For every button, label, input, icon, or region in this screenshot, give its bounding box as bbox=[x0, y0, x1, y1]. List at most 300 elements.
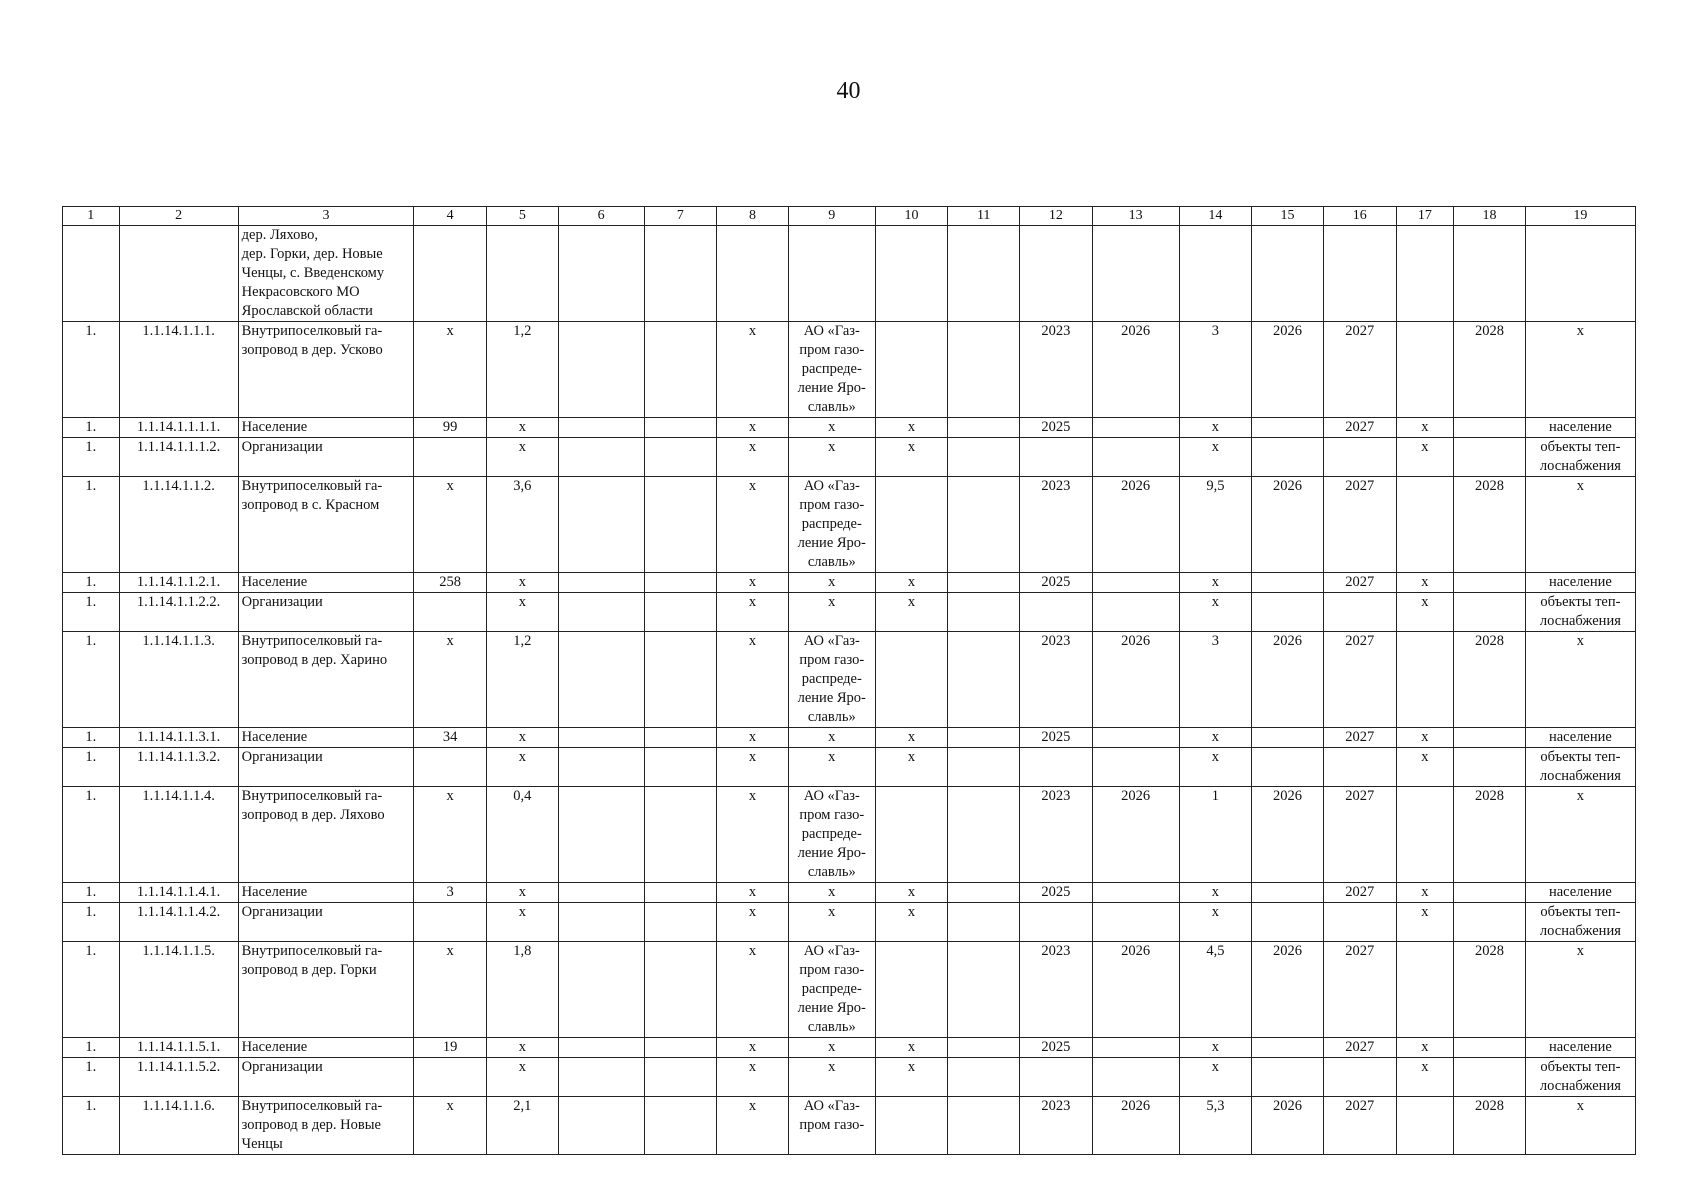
table-cell: х bbox=[487, 593, 559, 632]
table-cell bbox=[1252, 1058, 1324, 1097]
table-cell: Организации bbox=[238, 1058, 414, 1097]
table-cell: х bbox=[1525, 477, 1635, 573]
column-number-cell: 9 bbox=[788, 207, 875, 226]
column-number-cell: 1 bbox=[63, 207, 120, 226]
table-cell: х bbox=[1525, 632, 1635, 728]
table-cell: х bbox=[875, 728, 948, 748]
column-number-cell: 19 bbox=[1525, 207, 1635, 226]
table-cell bbox=[644, 226, 717, 322]
column-number-cell: 3 bbox=[238, 207, 414, 226]
table-cell bbox=[558, 1097, 644, 1155]
table-cell: х bbox=[717, 632, 789, 728]
table-cell: 5,3 bbox=[1179, 1097, 1252, 1155]
table-cell: х bbox=[788, 748, 875, 787]
table-cell: х bbox=[1179, 883, 1252, 903]
table-cell: х bbox=[414, 1097, 487, 1155]
column-number-cell: 15 bbox=[1252, 207, 1324, 226]
table-cell: х bbox=[1396, 593, 1454, 632]
table-cell bbox=[644, 728, 717, 748]
table-cell: Внутрипоселковый га- зопровод в дер. Усково bbox=[238, 322, 414, 418]
table-cell bbox=[1020, 748, 1093, 787]
table-cell: АО «Газ- пром газо- распреде- ление Яро- славль» bbox=[788, 322, 875, 418]
table-cell bbox=[644, 748, 717, 787]
table-cell: х bbox=[1179, 903, 1252, 942]
table-cell: х bbox=[414, 942, 487, 1038]
table-cell: 2028 bbox=[1454, 322, 1526, 418]
table-cell: 2028 bbox=[1454, 1097, 1526, 1155]
table-row bbox=[63, 1058, 1636, 1097]
table-cell: 2026 bbox=[1092, 632, 1179, 728]
table-cell: Внутрипоселковый га- зопровод в дер. Горки bbox=[238, 942, 414, 1038]
table-cell: 1,2 bbox=[487, 322, 559, 418]
table-cell: х bbox=[875, 748, 948, 787]
table-cell: 1. bbox=[63, 632, 120, 728]
table-cell bbox=[788, 226, 875, 322]
table-cell: х bbox=[1179, 593, 1252, 632]
table-cell bbox=[948, 1058, 1020, 1097]
table-cell: 34 bbox=[414, 728, 487, 748]
table-cell: 1.1.14.1.1.1. bbox=[119, 322, 238, 418]
table-cell: АО «Газ- пром газо- распреде- ление Яро- славль» bbox=[788, 632, 875, 728]
table-cell bbox=[644, 942, 717, 1038]
table-cell: население bbox=[1525, 418, 1635, 438]
table-cell: х bbox=[1396, 728, 1454, 748]
table-cell: 2026 bbox=[1092, 942, 1179, 1038]
table-cell: 1. bbox=[63, 593, 120, 632]
table-row bbox=[63, 748, 1636, 787]
table-cell: 2027 bbox=[1323, 573, 1396, 593]
table-cell: 1.1.14.1.1.1.1. bbox=[119, 418, 238, 438]
table-cell: х bbox=[717, 477, 789, 573]
table-cell: 1. bbox=[63, 748, 120, 787]
table-cell: 2027 bbox=[1323, 787, 1396, 883]
table-cell bbox=[1092, 593, 1179, 632]
table-cell: х bbox=[788, 573, 875, 593]
table-cell: х bbox=[487, 728, 559, 748]
table-cell: 2023 bbox=[1020, 322, 1093, 418]
table-cell: 2026 bbox=[1252, 1097, 1324, 1155]
table-cell: х bbox=[1396, 1038, 1454, 1058]
table-cell bbox=[1092, 418, 1179, 438]
table-cell bbox=[1396, 1097, 1454, 1155]
table-cell bbox=[875, 477, 948, 573]
table-row bbox=[63, 322, 1636, 418]
table-cell: 2025 bbox=[1020, 1038, 1093, 1058]
data-table bbox=[62, 206, 1636, 1155]
table-cell bbox=[948, 418, 1020, 438]
table-cell: 2026 bbox=[1252, 322, 1324, 418]
table-cell: 2027 bbox=[1323, 883, 1396, 903]
table-row bbox=[63, 728, 1636, 748]
table-cell: 2023 bbox=[1020, 1097, 1093, 1155]
table-cell bbox=[1252, 1038, 1324, 1058]
table-cell: х bbox=[1525, 322, 1635, 418]
table-cell: Организации bbox=[238, 903, 414, 942]
table-cell: х bbox=[414, 477, 487, 573]
table-cell: Население bbox=[238, 418, 414, 438]
table-cell: х bbox=[1525, 787, 1635, 883]
table-cell: 2027 bbox=[1323, 1097, 1396, 1155]
table-cell: х bbox=[414, 322, 487, 418]
table-cell bbox=[948, 883, 1020, 903]
table-cell: объекты теп- лоснабжения bbox=[1525, 748, 1635, 787]
table-row bbox=[63, 418, 1636, 438]
table-cell: х bbox=[717, 942, 789, 1038]
table-cell bbox=[558, 226, 644, 322]
table-cell: Население bbox=[238, 573, 414, 593]
table-cell bbox=[644, 1058, 717, 1097]
table-cell bbox=[644, 883, 717, 903]
table-cell bbox=[1454, 748, 1526, 787]
column-number-cell: 17 bbox=[1396, 207, 1454, 226]
column-number-cell: 2 bbox=[119, 207, 238, 226]
table-row bbox=[63, 632, 1636, 728]
table-cell: 2026 bbox=[1092, 787, 1179, 883]
table-cell bbox=[1454, 1058, 1526, 1097]
table-cell: х bbox=[487, 1038, 559, 1058]
table-cell bbox=[1396, 322, 1454, 418]
table-cell: 1. bbox=[63, 573, 120, 593]
table-cell: х bbox=[414, 787, 487, 883]
table-cell: АО «Газ- пром газо- распреде- ление Яро- славль» bbox=[788, 477, 875, 573]
table-cell: х bbox=[1396, 748, 1454, 787]
table-cell: объекты теп- лоснабжения bbox=[1525, 1058, 1635, 1097]
table-row bbox=[63, 438, 1636, 477]
table-cell: 1. bbox=[63, 1038, 120, 1058]
table-cell bbox=[63, 226, 120, 322]
table-cell bbox=[1396, 477, 1454, 573]
table-cell bbox=[948, 438, 1020, 477]
table-cell: АО «Газ- пром газо- распреде- ление Яро- славль» bbox=[788, 787, 875, 883]
table-cell bbox=[875, 787, 948, 883]
table-cell: Население bbox=[238, 883, 414, 903]
column-number-cell: 11 bbox=[948, 207, 1020, 226]
table-cell: х bbox=[1179, 573, 1252, 593]
table-cell: 1,2 bbox=[487, 632, 559, 728]
table-cell bbox=[1323, 593, 1396, 632]
table-cell: 2027 bbox=[1323, 322, 1396, 418]
table-cell: 2027 bbox=[1323, 632, 1396, 728]
table-row bbox=[63, 593, 1636, 632]
table-cell: 1,8 bbox=[487, 942, 559, 1038]
column-number-cell: 6 bbox=[558, 207, 644, 226]
column-number-cell: 8 bbox=[717, 207, 789, 226]
table-cell bbox=[644, 418, 717, 438]
table-row bbox=[63, 1038, 1636, 1058]
table-cell: объекты теп- лоснабжения bbox=[1525, 438, 1635, 477]
table-cell: х bbox=[875, 883, 948, 903]
table-cell: х bbox=[717, 593, 789, 632]
table-cell: Внутрипоселковый га- зопровод в с. Красном bbox=[238, 477, 414, 573]
table-cell: АО «Газ- пром газо- распреде- ление Яро- славль» bbox=[788, 942, 875, 1038]
table-cell bbox=[1252, 418, 1324, 438]
table-cell bbox=[119, 226, 238, 322]
column-number-cell: 18 bbox=[1454, 207, 1526, 226]
table-cell: 2023 bbox=[1020, 477, 1093, 573]
table-cell: х bbox=[875, 438, 948, 477]
table-cell bbox=[558, 787, 644, 883]
table-cell bbox=[644, 477, 717, 573]
table-cell: х bbox=[487, 883, 559, 903]
table-cell bbox=[948, 1097, 1020, 1155]
table-cell: х bbox=[788, 883, 875, 903]
table-cell: 1.1.14.1.1.3. bbox=[119, 632, 238, 728]
table-cell bbox=[414, 903, 487, 942]
table-cell: 2027 bbox=[1323, 942, 1396, 1038]
table-cell: х bbox=[717, 1058, 789, 1097]
table-cell bbox=[1454, 418, 1526, 438]
table-cell bbox=[558, 573, 644, 593]
table-cell: х bbox=[1525, 942, 1635, 1038]
table-cell: 1. bbox=[63, 1058, 120, 1097]
table-cell bbox=[1020, 903, 1093, 942]
table-cell bbox=[1092, 883, 1179, 903]
table-cell: 2026 bbox=[1092, 1097, 1179, 1155]
table-cell bbox=[1454, 593, 1526, 632]
table-cell: 3 bbox=[1179, 632, 1252, 728]
table-cell bbox=[1092, 903, 1179, 942]
table-cell: 2026 bbox=[1092, 322, 1179, 418]
table-cell bbox=[1454, 728, 1526, 748]
table-cell: население bbox=[1525, 573, 1635, 593]
table-cell: 1. bbox=[63, 438, 120, 477]
table-cell: 1.1.14.1.1.2.2. bbox=[119, 593, 238, 632]
table-cell: х bbox=[717, 903, 789, 942]
table-cell bbox=[1179, 226, 1252, 322]
table-cell bbox=[1323, 903, 1396, 942]
table-cell: население bbox=[1525, 883, 1635, 903]
table-cell: 4,5 bbox=[1179, 942, 1252, 1038]
table-cell: население bbox=[1525, 1038, 1635, 1058]
table-cell bbox=[487, 226, 559, 322]
table-cell bbox=[1092, 728, 1179, 748]
table-cell: объекты теп- лоснабжения bbox=[1525, 903, 1635, 942]
table-cell bbox=[644, 787, 717, 883]
table-cell: 1.1.14.1.1.5.2. bbox=[119, 1058, 238, 1097]
table-cell: х bbox=[788, 593, 875, 632]
table-cell bbox=[948, 903, 1020, 942]
table-cell: х bbox=[414, 632, 487, 728]
table-cell: х bbox=[875, 593, 948, 632]
table-cell: х bbox=[1396, 418, 1454, 438]
table-cell: х bbox=[717, 438, 789, 477]
table-cell bbox=[644, 322, 717, 418]
table-cell: 1.1.14.1.1.5.1. bbox=[119, 1038, 238, 1058]
table-cell: 99 bbox=[414, 418, 487, 438]
table-cell bbox=[1454, 226, 1526, 322]
table-cell: 1 bbox=[1179, 787, 1252, 883]
column-number-cell: 12 bbox=[1020, 207, 1093, 226]
table-cell: х bbox=[1179, 748, 1252, 787]
table-cell bbox=[1092, 1038, 1179, 1058]
table-cell bbox=[1323, 438, 1396, 477]
table-cell bbox=[948, 226, 1020, 322]
table-cell: Организации bbox=[238, 593, 414, 632]
table-cell: х bbox=[717, 322, 789, 418]
table-cell bbox=[1252, 748, 1324, 787]
table-cell bbox=[558, 1038, 644, 1058]
table-cell: х bbox=[875, 903, 948, 942]
table-cell bbox=[948, 728, 1020, 748]
table-cell bbox=[1092, 573, 1179, 593]
table-cell bbox=[1396, 226, 1454, 322]
table-cell bbox=[1020, 593, 1093, 632]
table-cell: 2026 bbox=[1252, 942, 1324, 1038]
table-cell bbox=[717, 226, 789, 322]
table-cell bbox=[644, 903, 717, 942]
table-cell bbox=[948, 573, 1020, 593]
table-row bbox=[63, 883, 1636, 903]
table-cell bbox=[1020, 438, 1093, 477]
table-cell: х bbox=[487, 418, 559, 438]
table-cell: 9,5 bbox=[1179, 477, 1252, 573]
table-cell bbox=[1092, 226, 1179, 322]
table-cell: население bbox=[1525, 728, 1635, 748]
table-cell: х bbox=[717, 418, 789, 438]
table-cell: 1.1.14.1.1.4.1. bbox=[119, 883, 238, 903]
table-cell: х bbox=[717, 787, 789, 883]
table-row bbox=[63, 477, 1636, 573]
table-cell: 2028 bbox=[1454, 632, 1526, 728]
table-cell bbox=[558, 632, 644, 728]
table-cell: х bbox=[788, 1038, 875, 1058]
column-number-cell: 4 bbox=[414, 207, 487, 226]
table-cell bbox=[1092, 748, 1179, 787]
table-cell: х bbox=[487, 573, 559, 593]
table-cell: дер. Ляхово, дер. Горки, дер. Новые Ченцы, с. Введенскому Некрасовского МО Ярославской области bbox=[238, 226, 414, 322]
table-cell bbox=[875, 942, 948, 1038]
table-cell: х bbox=[788, 903, 875, 942]
table-cell bbox=[558, 477, 644, 573]
table-cell: 2028 bbox=[1454, 942, 1526, 1038]
table-cell bbox=[558, 942, 644, 1038]
table-cell bbox=[558, 748, 644, 787]
table-cell: 1.1.14.1.1.4.2. bbox=[119, 903, 238, 942]
table-cell bbox=[948, 748, 1020, 787]
table-cell: Внутрипоселковый га- зопровод в дер. Харино bbox=[238, 632, 414, 728]
table-cell: х bbox=[1396, 438, 1454, 477]
table-cell: 3 bbox=[1179, 322, 1252, 418]
table-cell: 2026 bbox=[1252, 477, 1324, 573]
table-cell: х bbox=[717, 883, 789, 903]
table-cell bbox=[414, 1058, 487, 1097]
table-cell bbox=[1252, 593, 1324, 632]
table-row bbox=[63, 1097, 1636, 1155]
column-number-cell: 13 bbox=[1092, 207, 1179, 226]
header-row bbox=[63, 207, 1636, 226]
table-cell bbox=[1454, 573, 1526, 593]
table-cell: 1.1.14.1.1.4. bbox=[119, 787, 238, 883]
table-cell: х bbox=[717, 748, 789, 787]
table-cell: Внутрипоселковый га- зопровод в дер. Новые Ченцы bbox=[238, 1097, 414, 1155]
table-cell: х bbox=[1396, 883, 1454, 903]
table-cell bbox=[875, 632, 948, 728]
table-cell: Население bbox=[238, 728, 414, 748]
table-cell: 2028 bbox=[1454, 477, 1526, 573]
table-cell: 1.1.14.1.1.1.2. bbox=[119, 438, 238, 477]
table-cell: АО «Газ- пром газо- bbox=[788, 1097, 875, 1155]
table-cell: 2023 bbox=[1020, 632, 1093, 728]
table-cell bbox=[1252, 573, 1324, 593]
table-cell bbox=[948, 593, 1020, 632]
table-cell: 1.1.14.1.1.3.1. bbox=[119, 728, 238, 748]
table-cell: 1. bbox=[63, 942, 120, 1038]
column-number-cell: 10 bbox=[875, 207, 948, 226]
table-cell bbox=[948, 477, 1020, 573]
table-cell: 3,6 bbox=[487, 477, 559, 573]
table-cell bbox=[644, 1097, 717, 1155]
table-cell: 2025 bbox=[1020, 573, 1093, 593]
table-cell: х bbox=[1396, 573, 1454, 593]
table-cell: 0,4 bbox=[487, 787, 559, 883]
table-cell bbox=[1252, 903, 1324, 942]
table-cell: 1. bbox=[63, 1097, 120, 1155]
table-cell bbox=[644, 632, 717, 728]
table-cell: х bbox=[717, 1097, 789, 1155]
table-cell bbox=[948, 942, 1020, 1038]
table-cell: х bbox=[1179, 438, 1252, 477]
table-cell: 2027 bbox=[1323, 418, 1396, 438]
table-cell: х bbox=[717, 728, 789, 748]
table-cell: 2023 bbox=[1020, 942, 1093, 1038]
table-cell bbox=[1092, 1058, 1179, 1097]
table-cell: х bbox=[788, 1058, 875, 1097]
table-cell bbox=[644, 573, 717, 593]
table-cell: х bbox=[875, 1058, 948, 1097]
table-cell: х bbox=[1396, 1058, 1454, 1097]
table-cell: х bbox=[875, 418, 948, 438]
table-cell bbox=[558, 883, 644, 903]
table-cell bbox=[1020, 1058, 1093, 1097]
column-number-cell: 16 bbox=[1323, 207, 1396, 226]
table-cell: х bbox=[1179, 728, 1252, 748]
table-cell: 258 bbox=[414, 573, 487, 593]
table-cell bbox=[558, 728, 644, 748]
table-cell: 1. bbox=[63, 787, 120, 883]
table-cell bbox=[1396, 632, 1454, 728]
table-cell bbox=[644, 593, 717, 632]
table-row bbox=[63, 942, 1636, 1038]
table-row bbox=[63, 573, 1636, 593]
table-row bbox=[63, 226, 1636, 322]
table-cell: 2028 bbox=[1454, 787, 1526, 883]
table-cell bbox=[558, 1058, 644, 1097]
table-row bbox=[63, 903, 1636, 942]
table-cell: х bbox=[1396, 903, 1454, 942]
table-cell: 2026 bbox=[1252, 787, 1324, 883]
table-cell bbox=[1252, 883, 1324, 903]
table-cell: х bbox=[487, 438, 559, 477]
table-cell: 2027 bbox=[1323, 728, 1396, 748]
table-cell bbox=[1454, 438, 1526, 477]
table-cell bbox=[558, 593, 644, 632]
table-cell: Организации bbox=[238, 438, 414, 477]
table-cell bbox=[948, 1038, 1020, 1058]
table-cell: х bbox=[1179, 1038, 1252, 1058]
table-cell: 1.1.14.1.1.2.1. bbox=[119, 573, 238, 593]
table-cell bbox=[414, 748, 487, 787]
table-cell: х bbox=[788, 418, 875, 438]
column-number-cell: 7 bbox=[644, 207, 717, 226]
table-cell: 2023 bbox=[1020, 787, 1093, 883]
table-cell: 1. bbox=[63, 883, 120, 903]
table-cell: 2027 bbox=[1323, 1038, 1396, 1058]
table-cell bbox=[948, 322, 1020, 418]
table-cell: х bbox=[717, 573, 789, 593]
table-cell: 1. bbox=[63, 418, 120, 438]
table-cell: 1.1.14.1.1.3.2. bbox=[119, 748, 238, 787]
table-cell: 2025 bbox=[1020, 418, 1093, 438]
